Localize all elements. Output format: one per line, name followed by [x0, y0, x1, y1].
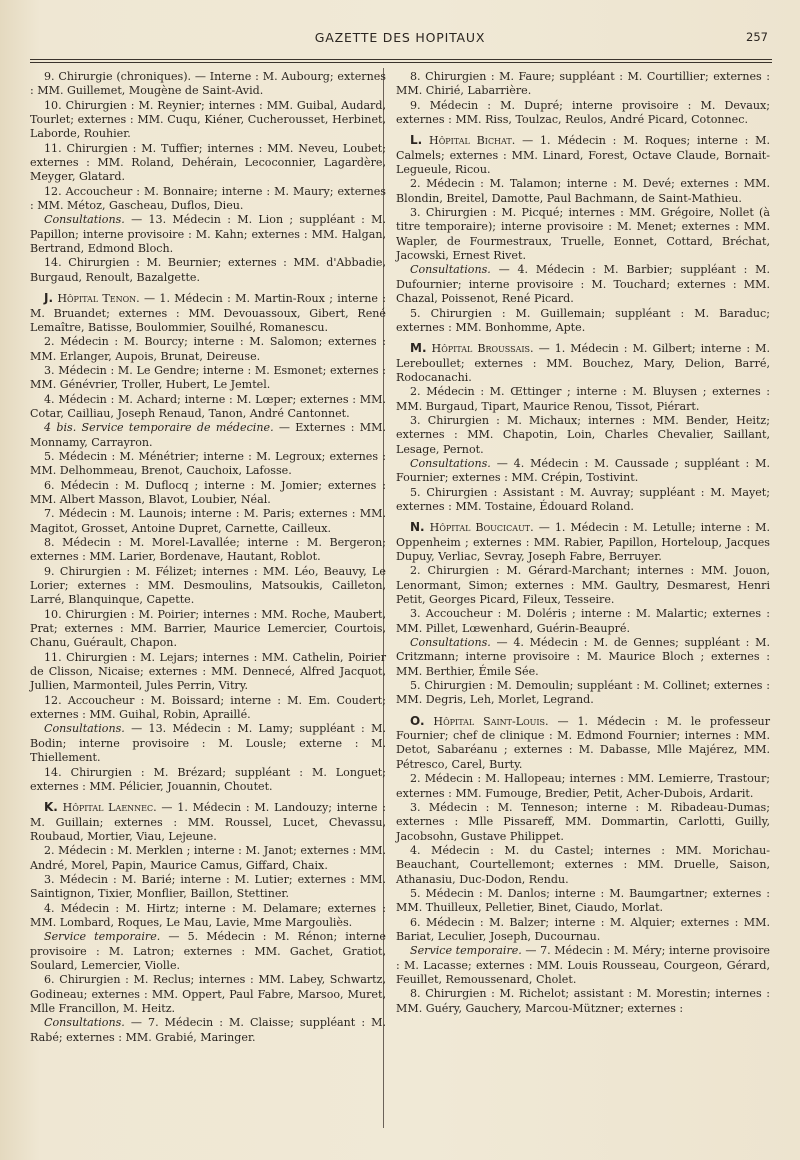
entry-text: 14. Chirurgien : M. Beurnier; externes : MM. d'Abbadie, Burgaud, Renoult, Bazalgette.	[30, 256, 386, 284]
entry-lead: 4 bis. Service temporaire de médecine.	[44, 421, 274, 435]
service-entry	[30, 393, 386, 422]
entry-text: — 1. Médecin : M. le professeur Fournier; chef de clinique : M. Edmond Fournier; internes : MM. Detot, Sabaréanu ; externes : M. Dabasse, Mlle Majérez, MM. Pétresco, Carel, Burty.	[396, 714, 770, 771]
service-entry	[396, 772, 770, 801]
entry-lead: Consultations.	[44, 213, 125, 227]
entry-text: 3. Médecin : M. Le Gendre; interne : M. Esmonet; externes : MM. Génévrier, Troller, Hubert, Le Jemtel.	[30, 363, 386, 392]
entry-text: 7. Médecin : M. Launois; interne : M. Paris; externes : MM. Magitot, Grosset, Antoine Dupret, Carnette, Cailleux.	[30, 507, 386, 535]
entry-lead: Consultations.	[44, 1016, 125, 1030]
entry-text: 5. Médecin : M. Ménétrier; interne : M. Legroux; externes : MM. Delhommeau, Brenot, Cauchoix, Lafosse.	[30, 449, 386, 478]
entry-text: 8. Chirurgien : M. Faure; suppléant : M. Courtillier; externes : MM. Chirié, Labarrière.	[396, 70, 770, 98]
hospital-name: Hôpital Bichat.	[429, 134, 516, 148]
service-entry	[396, 607, 770, 636]
service-entry	[30, 536, 386, 565]
entry-text: — Externes : MM. Monnamy, Carrayron.	[30, 421, 386, 449]
service-entry	[396, 486, 770, 515]
service-entry	[30, 844, 386, 873]
page-header	[30, 30, 770, 50]
entry-text: — 4. Médecin : M. Barbier; suppléant : M. Dufournier; interne provisoire : M. Touchard; externes : MM. Chazal, Poissenot, René Picard.	[396, 263, 770, 306]
service-entry	[396, 564, 770, 607]
entry-text: — 13. Médecin : M. Lion ; suppléant : M. Papillon; interne provisoire : M. Kahn; externes : MM. Halgan, Bertrand, Edmond Bloch.	[30, 213, 386, 256]
entry-text: — 5. Médecin : M. Rénon; interne provisoire : M. Latron; externes : MM. Gachet, Gratiot, Soulard, Lemercier, Violle.	[30, 930, 386, 972]
entry-text: — 1. Médecin : M. Gilbert; interne : M. Lereboullet; externes : MM. Bouchez, Mary, Delion, Barré, Rodocanachi.	[396, 342, 770, 384]
entry-text: 8. Médecin : M. Morel-Lavallée; interne : M. Bergeron; externes : MM. Larier, Bordenave, Hautant, Roblot.	[30, 536, 386, 564]
entry-text: 12. Accoucheur : M. Bonnaire; interne : M. Maury; externes : MM. Métoz, Gascheau, Duflos, Dieu.	[30, 184, 386, 213]
service-entry	[30, 507, 386, 536]
hospital-name: Hôpital Boucicaut.	[429, 521, 534, 535]
entry-text: 8. Chirurgien : M. Richelot; assistant : M. Morestin; internes : MM. Guéry, Gauchery, Marcou-Mützner; externes :	[396, 987, 770, 1015]
hospital-name: Hôpital Laennec.	[62, 801, 157, 815]
service-entry	[30, 902, 386, 931]
service-entry	[396, 263, 770, 306]
entry-text: — 1. Médecin : M. Letulle; interne : M. Oppenheim ; externes : MM. Rabier, Papillon, Horteloup, Jacques Dupuy, Verliac, Sevray, Joseph Fabre, Berruyer.	[396, 521, 770, 563]
entry-text: 2. Médecin : M. Merklen ; interne : M. Janot; externes : MM. André, Morel, Papin, Maurice Camus, Giffard, Chaix.	[30, 844, 386, 872]
entry-text: — 1. Médecin : M. Martin-Roux ; interne : M. Bruandet; externes : MM. Devouassoux, Gibert, René Lemaître, Batisse, Boulommier, Souilhé, Romanescu.	[30, 292, 386, 334]
service-entry	[30, 608, 386, 651]
entry-text: 3. Médecin : M. Tenneson; interne : M. Ribadeau-Dumas; externes : Mlle Pissareff, MM. Dommartin, Carlotti, Guilly, Jacobsohn, Gustave Philippet.	[396, 800, 770, 843]
service-entry	[30, 70, 386, 99]
entry-text: 3. Médecin : M. Barié; interne : M. Lutier; externes : MM. Saintignon, Tixier, Monflier, Baillon, Stettiner.	[30, 872, 386, 901]
entry-text: 4. Médecin : M. Achard; interne : M. Lœper; externes : MM. Cotar, Cailliau, Joseph Renaud, Tanon, André Cantonnet.	[30, 392, 386, 420]
section-letter: N.	[410, 520, 425, 535]
entry-text: 12. Accoucheur : M. Boissard; interne : M. Em. Coudert; externes : MM. Guihal, Robin, Apraillé.	[30, 693, 386, 722]
right-column	[396, 70, 770, 1016]
entry-text: 4. Médecin : M. du Castel; internes : MM. Morichau-Beauchant, Courtellemont; externes : MM. Druelle, Saison, Athanasiu, Duc-Dodon, Rendu.	[396, 843, 770, 886]
entry-text: 6. Médecin : M. Balzer; interne : M. Alquier; externes : MM. Bariat, Leculier, Joseph, Ducournau.	[396, 915, 770, 943]
service-entry	[396, 636, 770, 679]
hospital-name: Hôpital Tenon.	[57, 292, 140, 306]
entry-text: 11. Chirurgien : M. Tuffier; internes : MM. Neveu, Loubet; externes : MM. Roland, Dehérain, Lecoconnier, Lagardère, Meyger, Glatard.	[30, 141, 386, 184]
entry-text: 5. Chirurgien : M. Demoulin; suppléant : M. Collinet; externes : MM. Degris, Leh, Morlet, Legrand.	[396, 679, 770, 707]
service-entry	[396, 70, 770, 99]
entry-lead: Consultations.	[44, 722, 125, 736]
service-entry	[30, 335, 386, 364]
entry-text: 2. Médecin : M. Bourcy; interne : M. Salomon; externes : MM. Erlanger, Aupois, Brunat, Deireuse.	[30, 335, 386, 363]
entry-text: 9. Médecin : M. Dupré; interne provisoire : M. Devaux; externes : MM. Riss, Toulzac, Reulos, André Picard, Cotonnec.	[396, 98, 770, 127]
service-entry	[30, 185, 386, 214]
entry-text: — 7. Médecin : M. Méry; interne provisoire : M. Lacasse; externes : MM. Louis Rousseau, Courgeon, Gérard, Feuillet, Remoussenard, Cholet.	[396, 944, 770, 986]
entry-text: 5. Médecin : M. Danlos; interne : M. Baumgartner; externes : MM. Thuilleux, Pelletier, Binet, Ciaudo, Morlat.	[396, 886, 770, 915]
service-entry	[396, 916, 770, 945]
service-entry	[30, 651, 386, 694]
service-entry	[396, 801, 770, 844]
entry-text: 4. Médecin : M. Hirtz; interne : M. Delamare; externes : MM. Lombard, Roques, Le Mau, Lavie, Mme Margouliès.	[30, 901, 386, 929]
entry-text: 2. Médecin : M. Hallopeau; internes : MM. Lemierre, Trastour; externes : MM. Fumouge, Bredier, Petit, Acher-Dubois, Ardarit.	[396, 772, 770, 800]
entry-lead: Service temporaire.	[44, 930, 161, 944]
entry-text: 2. Médecin : M. Talamon; interne : M. Devé; externes : MM. Blondin, Breitel, Damotte, Paul Bachmann, de Saint-Mathieu.	[396, 177, 770, 205]
service-entry	[30, 1016, 386, 1045]
service-entry	[30, 364, 386, 393]
hospital-name: Hôpital Saint-Louis.	[433, 714, 549, 728]
entry-text: 5. Chirurgien : M. Guillemain; suppléant : M. Baraduc; externes : MM. Bonhomme, Apte.	[396, 306, 770, 334]
entry-text: — 4. Médecin : M. de Gennes; suppléant : M. Critzmann; interne provisoire : M. Maurice Bloch ; externes : MM. Berthier, Émile Sée.	[396, 636, 770, 678]
section-letter: L.	[410, 133, 423, 148]
service-entry	[396, 887, 770, 916]
header-rule-thin	[30, 62, 772, 63]
left-column	[30, 70, 386, 1045]
hospital-section	[396, 520, 770, 564]
page-number: 257	[746, 30, 768, 44]
service-entry	[30, 99, 386, 142]
entry-text: 2. Chirurgien : M. Gérard-Marchant; internes : MM. Jouon, Lenormant, Simon; externes : MM. Gaultry, Desmarest, Henri Petit, Georges Picard, Fileux, Tesseire.	[396, 564, 770, 607]
entry-lead: Consultations.	[410, 456, 491, 470]
service-entry	[30, 142, 386, 185]
entry-text: 2. Médecin : M. Œttinger ; interne : M. Bluysen ; externes : MM. Burgaud, Tipart, Maurice Renou, Tissot, Piérart.	[396, 385, 770, 413]
entry-text: — 1. Médecin : M. Roques; interne : M. Calmels; externes : MM. Linard, Forest, Octave Claude, Bornait-Legueule, Ricou.	[396, 134, 771, 177]
service-entry	[396, 987, 770, 1016]
service-entry	[396, 844, 770, 887]
entry-lead: Service temporaire.	[410, 944, 522, 958]
hospital-section	[30, 800, 386, 844]
entry-text: 9. Chirurgien : M. Félizet; internes : MM. Léo, Beauvy, Le Lorier; externes : MM. Desmoulins, Matsoukis, Cailleton, Larré, Blanquinque, Capette.	[30, 564, 386, 607]
entry-text: 10. Chirurgien : M. Reynier; internes : MM. Guibal, Audard, Tourlet; externes : MM. Cuqu, Kiéner, Cucherousset, Herbinet, Laborde, Rouhier.	[30, 98, 386, 141]
section-letter: M.	[410, 341, 427, 356]
service-entry	[30, 694, 386, 723]
service-entry	[30, 479, 386, 508]
hospital-name: Hôpital Broussais.	[431, 342, 534, 356]
section-letter: K.	[44, 800, 58, 815]
service-entry	[396, 307, 770, 336]
entry-text: — 1. Médecin : M. Landouzy; interne : M. Guillain; externes : MM. Roussel, Lucet, Chevassu, Roubaud, Mortier, Viau, Lejeune.	[30, 801, 386, 843]
service-entry	[396, 206, 770, 263]
entry-text: 10. Chirurgien : M. Poirier; internes : MM. Roche, Maubert, Prat; externes : MM. Barrier, Maurice Lemercier, Courtois, Chanu, Guérault, Chapon.	[30, 607, 386, 650]
service-entry	[30, 873, 386, 902]
entry-text: 6. Médecin : M. Duflocq ; interne : M. Jomier; externes : MM. Albert Masson, Blavot, Loubier, Néal.	[30, 478, 386, 506]
running-title: GAZETTE DES HOPITAUX	[314, 30, 486, 45]
header-rule	[30, 59, 772, 60]
service-entry	[30, 256, 386, 285]
service-entry	[396, 679, 770, 708]
entry-text: — 4. Médecin : M. Caussade ; suppléant : M. Fournier; externes : MM. Crépin, Tostivint.	[396, 456, 770, 485]
service-entry	[396, 414, 770, 457]
entry-lead: Consultations.	[410, 636, 491, 650]
hospital-section	[396, 133, 770, 177]
entry-text: — 7. Médecin : M. Claisse; suppléant : M. Rabé; externes : MM. Grabié, Maringer.	[30, 1016, 386, 1044]
entry-text: 3. Chirurgien : M. Michaux; internes : MM. Bender, Heitz; externes : MM. Chapotin, Loin, Charles Chevalier, Saillant, Lesage, Pernot.	[396, 413, 770, 456]
service-entry	[396, 99, 770, 128]
service-entry	[30, 973, 386, 1016]
service-entry	[30, 930, 386, 973]
entry-text: — 13. Médecin : M. Lamy; suppléant : M. Bodin; interne provisoire : M. Lousle; externe : M. Thiellement.	[30, 722, 386, 765]
entry-text: 3. Accoucheur : M. Doléris ; interne : M. Malartic; externes : MM. Pillet, Lœwenhard, Guérin-Beaupré.	[396, 607, 770, 635]
service-entry	[396, 457, 770, 486]
service-entry	[30, 766, 386, 795]
service-entry	[30, 450, 386, 479]
section-letter: J.	[44, 291, 54, 306]
entry-text: 3. Chirurgien : M. Picqué; internes : MM. Grégoire, Nollet (à titre temporaire); interne provisoire : M. Menet; externes : MM. Wapler, de Fourmestraux, Truelle, Eonnet, Cottard, Bréchat, Jacowski, Ernest Rivet.	[396, 206, 770, 263]
service-entry	[396, 944, 770, 987]
entry-lead: Consultations.	[410, 263, 491, 277]
hospital-section	[396, 341, 770, 385]
entry-text: 11. Chirurgien : M. Lejars; internes : MM. Cathelin, Poirier de Clisson, Nicaise; externes : MM. Dennecé, Alfred Jacquot, Jullien, Marmonteil, Jules Perrin, Vitry.	[30, 650, 386, 693]
entry-text: 9. Chirurgie (chroniques). — Interne : M. Aubourg; externes : MM. Guillemet, Mougène de Saint-Avid.	[30, 70, 386, 98]
service-entry	[30, 565, 386, 608]
section-letter: O.	[410, 713, 425, 728]
service-entry	[30, 213, 386, 256]
service-entry	[30, 722, 386, 765]
service-entry	[30, 421, 386, 450]
hospital-section	[30, 291, 386, 335]
hospital-section	[396, 714, 770, 772]
entry-text: 14. Chirurgien : M. Brézard; suppléant : M. Longuet; externes : MM. Pélicier, Jouannin, Choutet.	[30, 765, 386, 793]
entry-text: 6. Chirurgien : M. Reclus; internes : MM. Labey, Schwartz, Godineau; externes : MM. Oppert, Paul Fabre, Marsoo, Muret, Mlle Francillon, M. Heitz.	[30, 973, 386, 1015]
service-entry	[396, 385, 770, 414]
service-entry	[396, 177, 770, 206]
entry-text: 5. Chirurgien : Assistant : M. Auvray; suppléant : M. Mayet; externes : MM. Tostaine, Édouard Roland.	[396, 485, 770, 513]
